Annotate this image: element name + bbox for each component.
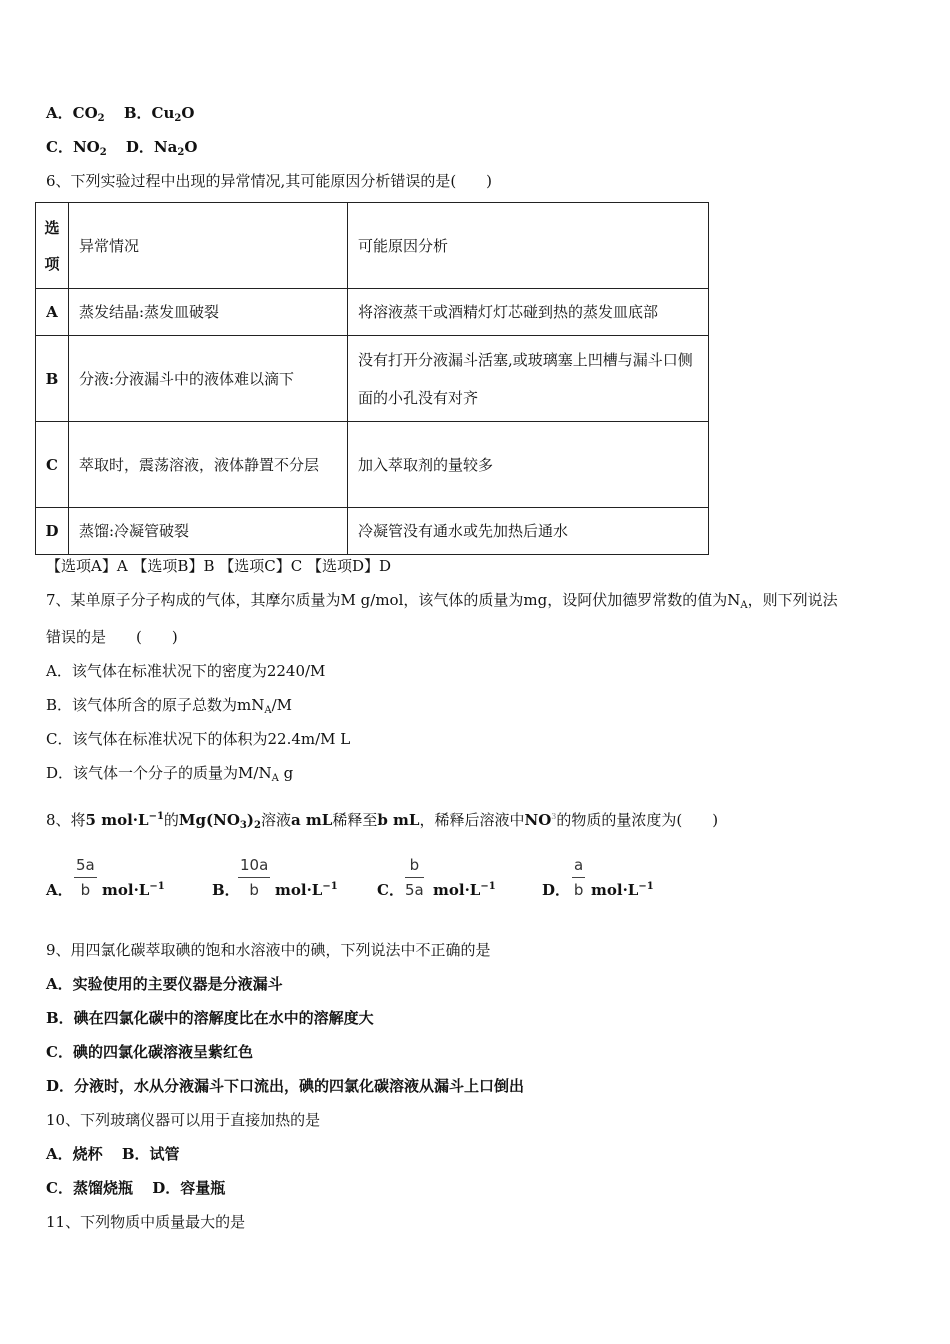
q9-option-c: C．碘的四氯化碳溶液呈紫红色 (46, 1043, 253, 1061)
table-row (36, 289, 709, 336)
q6-table (35, 202, 709, 555)
q10-options-row2 (46, 1178, 225, 1198)
q11-stem: 11、下列物质中质量最大的是 (46, 1213, 246, 1231)
row-situation: 分液:分液漏斗中的液体难以滴下 (69, 336, 348, 422)
row-reason: 将溶液蒸干或酒精灯灯芯碰到热的蒸发皿底部 (348, 289, 709, 336)
q8-option-d-fraction: $\frac{a}{b}$ (573, 856, 584, 899)
q7-option-c: C．该气体在标准状况下的体积为22.4m/M L (46, 730, 351, 748)
q8-option-b-label: B． (212, 881, 240, 899)
q8-option-a-label: A． (46, 881, 73, 899)
q7-option-d: D．该气体一个分子的质量为$M/N_A$ g (46, 764, 294, 784)
row-situation: 萃取时，震荡溶液，液体静置不分层 (69, 422, 348, 508)
table-row (36, 422, 709, 508)
q10-option-a: A．烧杯 (46, 1145, 103, 1163)
header-reason: 可能原因分析 (348, 203, 709, 289)
table-row (36, 336, 709, 422)
q9-option-b: B．碘在四氯化碳中的溶解度比在水中的溶解度大 (46, 1009, 374, 1027)
q8-option-c-label: C． (377, 881, 404, 899)
header-situation: 异常情况 (69, 203, 348, 289)
q9-stem: 9、用四氯化碳萃取碘的饱和水溶液中的碘，下列说法中不正确的是 (46, 941, 491, 959)
q9-option-d: D．分液时，水从分液漏斗下口流出，碘的四氯化碳溶液从漏斗上口倒出 (46, 1077, 525, 1095)
q5-options-row1 (46, 103, 194, 123)
q10-option-d: D．容量瓶 (152, 1179, 226, 1197)
q7-stem-line1: 7、某单原子分子构成的气体，其摩尔质量为M g/mol，该气体的质量为mg，设阿伏加德罗常数的值为$N_A$，则下列说法 (46, 591, 838, 611)
q5-option-a: A．$CO_2$ (46, 104, 105, 124)
row-key: C (36, 422, 69, 508)
q7-option-a: A．该气体在标准状况下的密度为2240/M (46, 662, 326, 680)
q6-stem: 6、下列实验过程中出现的异常情况,其可能原因分析错误的是( ) (46, 172, 493, 190)
q8-option-c-fraction: $\frac{b}{5a}$ (405, 856, 424, 899)
table-header-row (36, 203, 709, 289)
q8-option-b-unit: $mol\cdot L^{-1}$ (275, 881, 338, 899)
q8-option-d-unit: $mol\cdot L^{-1}$ (591, 881, 654, 899)
q9-option-a: A．实验使用的主要仪器是分液漏斗 (46, 975, 283, 993)
row-reason: 冷凝管没有通水或先加热后通水 (348, 508, 709, 555)
q8-option-d-label: D． (542, 881, 571, 899)
q5-option-b: B．$Cu_2O$ (123, 104, 195, 124)
row-reason: 没有打开分液漏斗活塞,或玻璃塞上凹槽与漏斗口侧面的小孔没有对齐 (348, 336, 709, 422)
row-key: D (36, 508, 69, 555)
q8-option-a-fraction: $\frac{5a}{b}$ (76, 856, 95, 899)
q10-option-c: C．蒸馏烧瓶 (46, 1179, 133, 1197)
q5-option-c: C．$NO_2$ (46, 138, 107, 158)
table-row (36, 508, 709, 555)
q10-stem: 10、下列玻璃仪器可以用于直接加热的是 (46, 1111, 321, 1129)
q7-stem-line2: 错误的是 ( ) (46, 628, 178, 646)
q5-options-row2 (46, 137, 197, 157)
q8-stem: 8、将5 $mol\cdot L^{-1}$的$Mg(NO_3)_2$溶液a mL稀释至b mL，稀释后溶液中$NO^3$的物质的量浓度为( ) (46, 811, 719, 831)
row-situation: 蒸发结晶:蒸发皿破裂 (69, 289, 348, 336)
q10-option-b: B．试管 (121, 1145, 180, 1163)
header-option: 选项 (36, 203, 69, 289)
q8-option-c-unit: $mol\cdot L^{-1}$ (433, 881, 496, 899)
row-situation: 蒸馏:冷凝管破裂 (69, 508, 348, 555)
row-key: A (36, 289, 69, 336)
row-key: B (36, 336, 69, 422)
q7-option-b: B．该气体所含的原子总数为$mN_A/M$ (46, 696, 293, 716)
row-reason: 加入萃取剂的量较多 (348, 422, 709, 508)
q6-answer-options: 【选项A】A 【选项B】B 【选项C】C 【选项D】D (46, 557, 392, 575)
q5-option-d: D．$Na_2O$ (125, 138, 198, 158)
q8-option-b-fraction: $\frac{10a}{b}$ (240, 856, 269, 899)
q8-option-a-unit: $mol\cdot L^{-1}$ (102, 881, 165, 899)
q10-options-row1 (46, 1144, 180, 1164)
